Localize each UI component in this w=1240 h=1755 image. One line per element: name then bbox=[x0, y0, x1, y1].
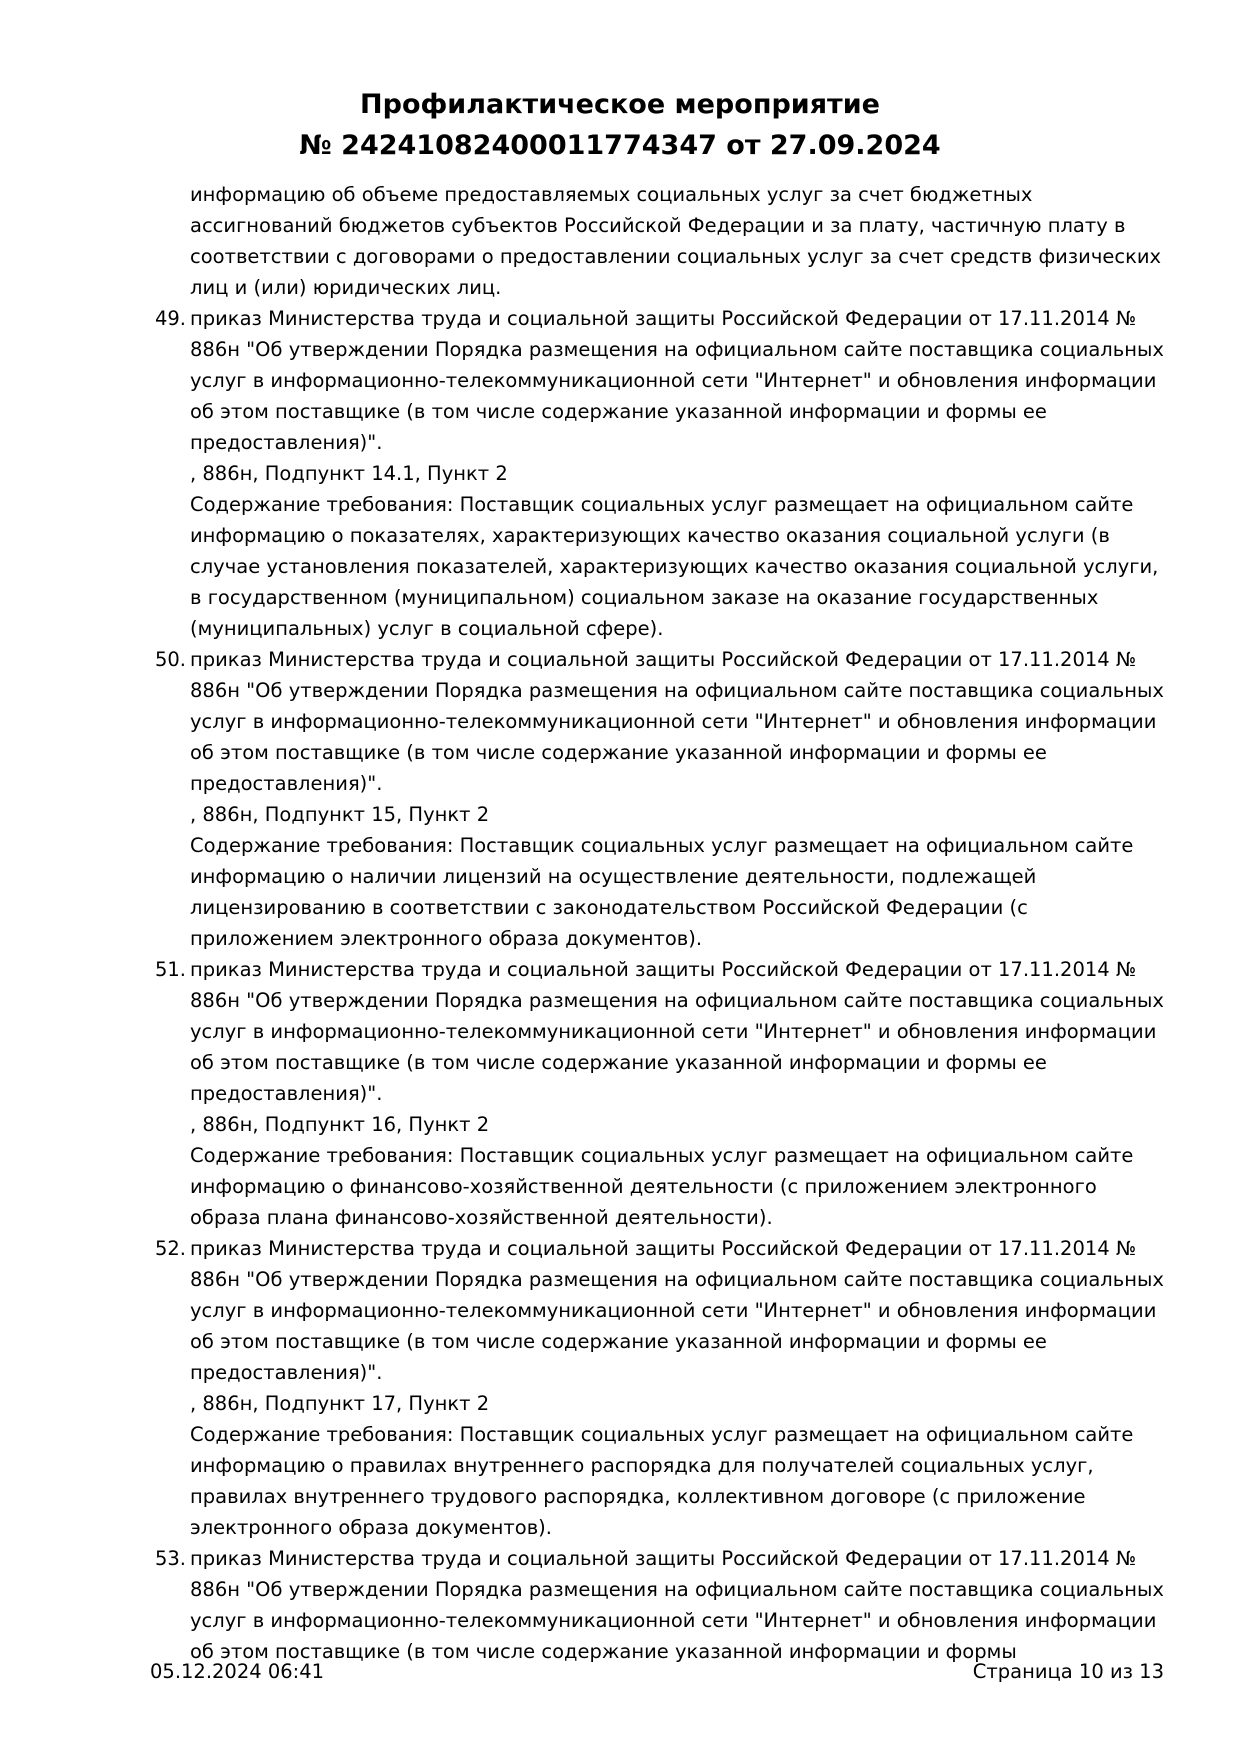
item-requirement: Содержание требования: Поставщик социальных услуг размещает на официальном сайте информацию о показателях, характеризующих качество оказания социальной услуги (в случае установления показателей, характеризующих качество оказания социальной услуги, в государственном (муниципальном) социальном заказе на оказание государственных (муниципальных) услуг в социальной сфере). bbox=[190, 493, 1159, 640]
document-body bbox=[150, 179, 1164, 1667]
item-number: 53. bbox=[154, 1547, 186, 1570]
document-number-date: № 24241082400011774347 от 27.09.2024 bbox=[299, 130, 941, 161]
item-reference: , 886н, Подпункт 17, Пункт 2 bbox=[190, 1392, 490, 1415]
item-act-text: приказ Министерства труда и социальной защиты Российской Федерации от 17.11.2014 № 886н "Об утверждении Порядка размещения на официальном сайте поставщика социальных услуг в информационно-телекоммуникационной сети "Интернет" и обновления информации об этом поставщике (в том числе содержание указанной информации и формы ее предоставления)". bbox=[190, 648, 1164, 795]
item-requirement: Содержание требования: Поставщик социальных услуг размещает на официальном сайте информацию о правилах внутреннего распорядка для получателей социальных услуг, правилах внутреннего трудового распорядка, коллективном договоре (с приложение электронного образа документов). bbox=[190, 1423, 1134, 1539]
item-reference: , 886н, Подпункт 16, Пункт 2 bbox=[190, 1113, 490, 1136]
item-act-text: приказ Министерства труда и социальной защиты Российской Федерации от 17.11.2014 № 886н "Об утверждении Порядка размещения на официальном сайте поставщика социальных услуг в информационно-телекоммуникационной сети "Интернет" и обновления информации об этом поставщике (в том числе содержание указанной информации и формы ее предоставления)". bbox=[190, 958, 1164, 1105]
list-item-51 bbox=[150, 954, 1164, 1233]
document-title: Профилактическое мероприятие bbox=[360, 89, 880, 120]
item-reference: , 886н, Подпункт 14.1, Пункт 2 bbox=[190, 462, 508, 485]
item-act-text: приказ Министерства труда и социальной защиты Российской Федерации от 17.11.2014 № 886н "Об утверждении Порядка размещения на официальном сайте поставщика социальных услуг в информационно-телекоммуникационной сети "Интернет" и обновления информации об этом поставщике (в том числе содержание указанной информации и формы bbox=[190, 1547, 1164, 1663]
list-item-52 bbox=[150, 1233, 1164, 1543]
item-number: 49. bbox=[154, 307, 186, 330]
item-number: 51. bbox=[154, 958, 186, 981]
item-reference: , 886н, Подпункт 15, Пункт 2 bbox=[190, 803, 490, 826]
item-act-text: приказ Министерства труда и социальной защиты Российской Федерации от 17.11.2014 № 886н "Об утверждении Порядка размещения на официальном сайте поставщика социальных услуг в информационно-телекоммуникационной сети "Интернет" и обновления информации об этом поставщике (в том числе содержание указанной информации и формы ее предоставления)". bbox=[190, 307, 1164, 454]
page-footer bbox=[150, 1656, 1164, 1687]
item-requirement: Содержание требования: Поставщик социальных услуг размещает на официальном сайте информацию о финансово-хозяйственной деятельности (с приложением электронного образа плана финансово-хозяйственной деятельности). bbox=[190, 1144, 1134, 1229]
continuation-paragraph: информацию об объеме предоставляемых социальных услуг за счет бюджетных ассигнований бюджетов субъектов Российской Федерации и за плату, частичную плату в соответствии с договорами о предоставлении социальных услуг за счет средств физических лиц и (или) юридических лиц. bbox=[190, 183, 1162, 299]
page-number: Страница 10 из 13 bbox=[972, 1660, 1164, 1683]
list-item-50 bbox=[150, 644, 1164, 954]
item-act-text: приказ Министерства труда и социальной защиты Российской Федерации от 17.11.2014 № 886н "Об утверждении Порядка размещения на официальном сайте поставщика социальных услуг в информационно-телекоммуникационной сети "Интернет" и обновления информации об этом поставщике (в том числе содержание указанной информации и формы ее предоставления)". bbox=[190, 1237, 1164, 1384]
item-number: 52. bbox=[154, 1237, 186, 1260]
list-item-49 bbox=[150, 303, 1164, 644]
document-header bbox=[0, 84, 1240, 166]
item-requirement: Содержание требования: Поставщик социальных услуг размещает на официальном сайте информацию о наличии лицензий на осуществление деятельности, подлежащей лицензированию в соответствии с законодательством Российской Федерации (с приложением электронного образа документов). bbox=[190, 834, 1134, 950]
list-item-53 bbox=[150, 1543, 1164, 1667]
item-number: 50. bbox=[154, 648, 186, 671]
print-datetime: 05.12.2024 06:41 bbox=[150, 1660, 325, 1683]
